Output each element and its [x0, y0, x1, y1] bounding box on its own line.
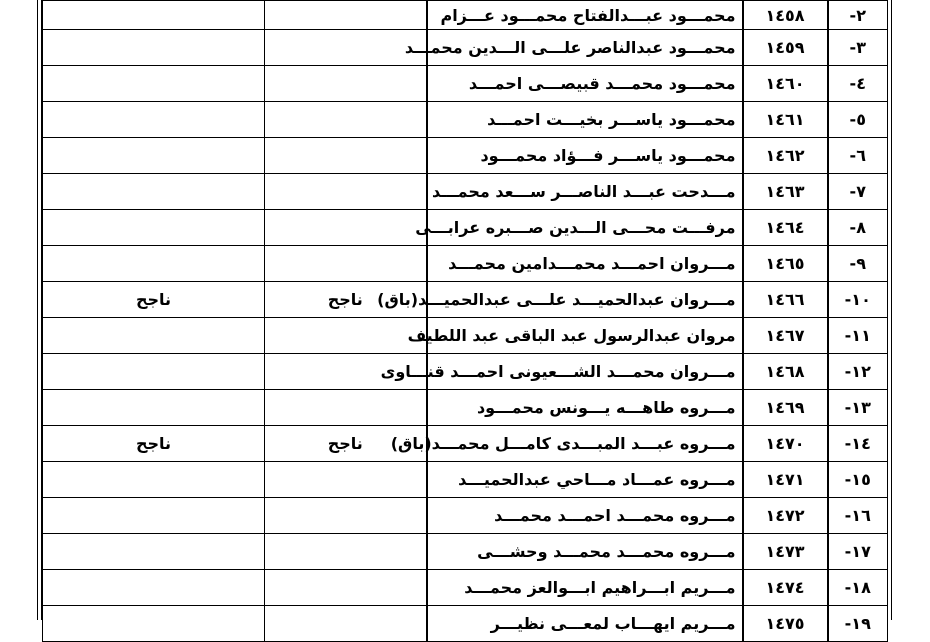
table-row — [43, 318, 888, 354]
student-name-cell: محمـــود عبدالناصر علـــى الـــدين محمـــد — [427, 30, 743, 66]
result-cell-2 — [43, 498, 265, 534]
row-number-cell: ١٣- — [828, 390, 888, 426]
result-cell-1 — [265, 606, 427, 642]
student-name-cell: مـــدحت عبـــد الناصـــر ســـعد محمـــد — [427, 174, 743, 210]
seat-number-cell: ١٤٦٩ — [743, 390, 828, 426]
row-number-cell: ١٦- — [828, 498, 888, 534]
result-cell-1 — [265, 210, 427, 246]
row-number-cell: ٩- — [828, 246, 888, 282]
result-cell-2 — [43, 570, 265, 606]
row-number-cell: ١٨- — [828, 570, 888, 606]
table-row — [43, 354, 888, 390]
seat-number-cell: ١٤٦٦ — [743, 282, 828, 318]
student-name-cell: مـــروان محمـــد الشـــعيونى احمـــد قنـــاوى — [427, 354, 743, 390]
row-number-cell: ١٠- — [828, 282, 888, 318]
result-cell-2 — [43, 246, 265, 282]
result-cell-2: ناجح — [43, 426, 265, 462]
result-cell-1 — [265, 390, 427, 426]
seat-number-cell: ١٤٧٠ — [743, 426, 828, 462]
table-row — [43, 210, 888, 246]
student-name-cell: مـــريم ابـــراهيم ابـــوالعز محمـــد — [427, 570, 743, 606]
result-cell-1 — [265, 30, 427, 66]
row-number-cell: ١٤- — [828, 426, 888, 462]
seat-number-cell: ١٤٦٨ — [743, 354, 828, 390]
seat-number-cell: ١٤٦١ — [743, 102, 828, 138]
student-name-cell: محمـــود محمـــد قبيصـــى احمـــد — [427, 66, 743, 102]
result-cell-1 — [265, 174, 427, 210]
table-row — [43, 246, 888, 282]
result-cell-1 — [265, 246, 427, 282]
result-cell-2 — [43, 354, 265, 390]
student-name-cell: مـــروه طاهـــه يـــونس محمـــود — [427, 390, 743, 426]
seat-number-cell: ١٤٦٠ — [743, 66, 828, 102]
result-cell-2 — [43, 66, 265, 102]
seat-number-cell: ١٤٦٤ — [743, 210, 828, 246]
seat-number-cell: ١٤٦٧ — [743, 318, 828, 354]
result-cell-1 — [265, 138, 427, 174]
row-number-cell: ١٧- — [828, 534, 888, 570]
result-cell-2 — [43, 1, 265, 30]
row-number-cell: ٧- — [828, 174, 888, 210]
result-cell-2 — [43, 318, 265, 354]
student-name-cell: مـــروه محمـــد احمـــد محمـــد — [427, 498, 743, 534]
student-results-table — [42, 0, 888, 642]
result-cell-2 — [43, 462, 265, 498]
student-name-cell: محمـــود ياســـر فـــؤاد محمـــود — [427, 138, 743, 174]
table-row — [43, 1, 888, 30]
table-row — [43, 570, 888, 606]
table-row — [43, 102, 888, 138]
result-cell-2 — [43, 138, 265, 174]
result-cell-1 — [265, 66, 427, 102]
result-cell-2: ناجح — [43, 282, 265, 318]
seat-number-cell: ١٤٦٢ — [743, 138, 828, 174]
result-cell-1 — [265, 462, 427, 498]
row-number-cell: ١٢- — [828, 354, 888, 390]
result-cell-2 — [43, 390, 265, 426]
seat-number-cell: ١٤٥٩ — [743, 30, 828, 66]
student-name-cell: مـــروان عبدالحميـــد علـــى عبدالحميـــد(باق) — [427, 282, 743, 318]
student-name-cell: مـــريم ايهـــاب لمعـــى نظيـــر — [427, 606, 743, 642]
table-row — [43, 390, 888, 426]
seat-number-cell: ١٤٧١ — [743, 462, 828, 498]
table-row — [43, 138, 888, 174]
result-cell-1: ناجح — [265, 282, 427, 318]
result-cell-1 — [265, 1, 427, 30]
student-name-cell: مـــروه عمـــاد مـــاحي عبدالحميـــد — [427, 462, 743, 498]
table-row — [43, 462, 888, 498]
result-cell-1 — [265, 498, 427, 534]
row-number-cell: ٨- — [828, 210, 888, 246]
result-cell-1 — [265, 102, 427, 138]
seat-number-cell: ١٤٥٨ — [743, 1, 828, 30]
student-name-cell: مرفـــت محـــى الـــدين صـــبره عرابـــى — [427, 210, 743, 246]
student-name-cell: مـــروان احمـــد محمـــدامين محمـــد — [427, 246, 743, 282]
seat-number-cell: ١٤٧٤ — [743, 570, 828, 606]
result-cell-2 — [43, 174, 265, 210]
row-number-cell: ٣- — [828, 30, 888, 66]
row-number-cell: ٦- — [828, 138, 888, 174]
row-number-cell: ٥- — [828, 102, 888, 138]
table-row — [43, 174, 888, 210]
table-row — [43, 498, 888, 534]
table-row — [43, 66, 888, 102]
table-row — [43, 282, 888, 318]
student-name-cell: محمـــود عبـــدالفتاح محمـــود عـــزام — [427, 1, 743, 30]
student-name-cell: مروان عبدالرسول عبد الباقى عبد اللطيف — [427, 318, 743, 354]
seat-number-cell: ١٤٧٥ — [743, 606, 828, 642]
result-cell-2 — [43, 30, 265, 66]
seat-number-cell: ١٤٦٥ — [743, 246, 828, 282]
result-cell-1 — [265, 534, 427, 570]
result-cell-2 — [43, 534, 265, 570]
seat-number-cell: ١٤٦٣ — [743, 174, 828, 210]
table-row — [43, 606, 888, 642]
table-row — [43, 426, 888, 462]
student-name-cell: مـــروه محمـــد محمـــد وحشـــى — [427, 534, 743, 570]
row-number-cell: ١٥- — [828, 462, 888, 498]
result-cell-1: ناجح — [265, 426, 427, 462]
result-cell-1 — [265, 318, 427, 354]
row-number-cell: ١١- — [828, 318, 888, 354]
row-number-cell: ١٩- — [828, 606, 888, 642]
table-row — [43, 534, 888, 570]
seat-number-cell: ١٤٧٣ — [743, 534, 828, 570]
seat-number-cell: ١٤٧٢ — [743, 498, 828, 534]
row-number-cell: ٢- — [828, 1, 888, 30]
student-name-cell: محمـــود ياســـر بخيـــت احمـــد — [427, 102, 743, 138]
row-number-cell: ٤- — [828, 66, 888, 102]
table-row — [43, 30, 888, 66]
result-cell-2 — [43, 606, 265, 642]
result-cell-2 — [43, 210, 265, 246]
result-cell-1 — [265, 570, 427, 606]
student-name-cell: مـــروه عبـــد المبـــدى كامـــل محمـــد(باق) — [427, 426, 743, 462]
table-body — [43, 1, 888, 642]
result-cell-2 — [43, 102, 265, 138]
